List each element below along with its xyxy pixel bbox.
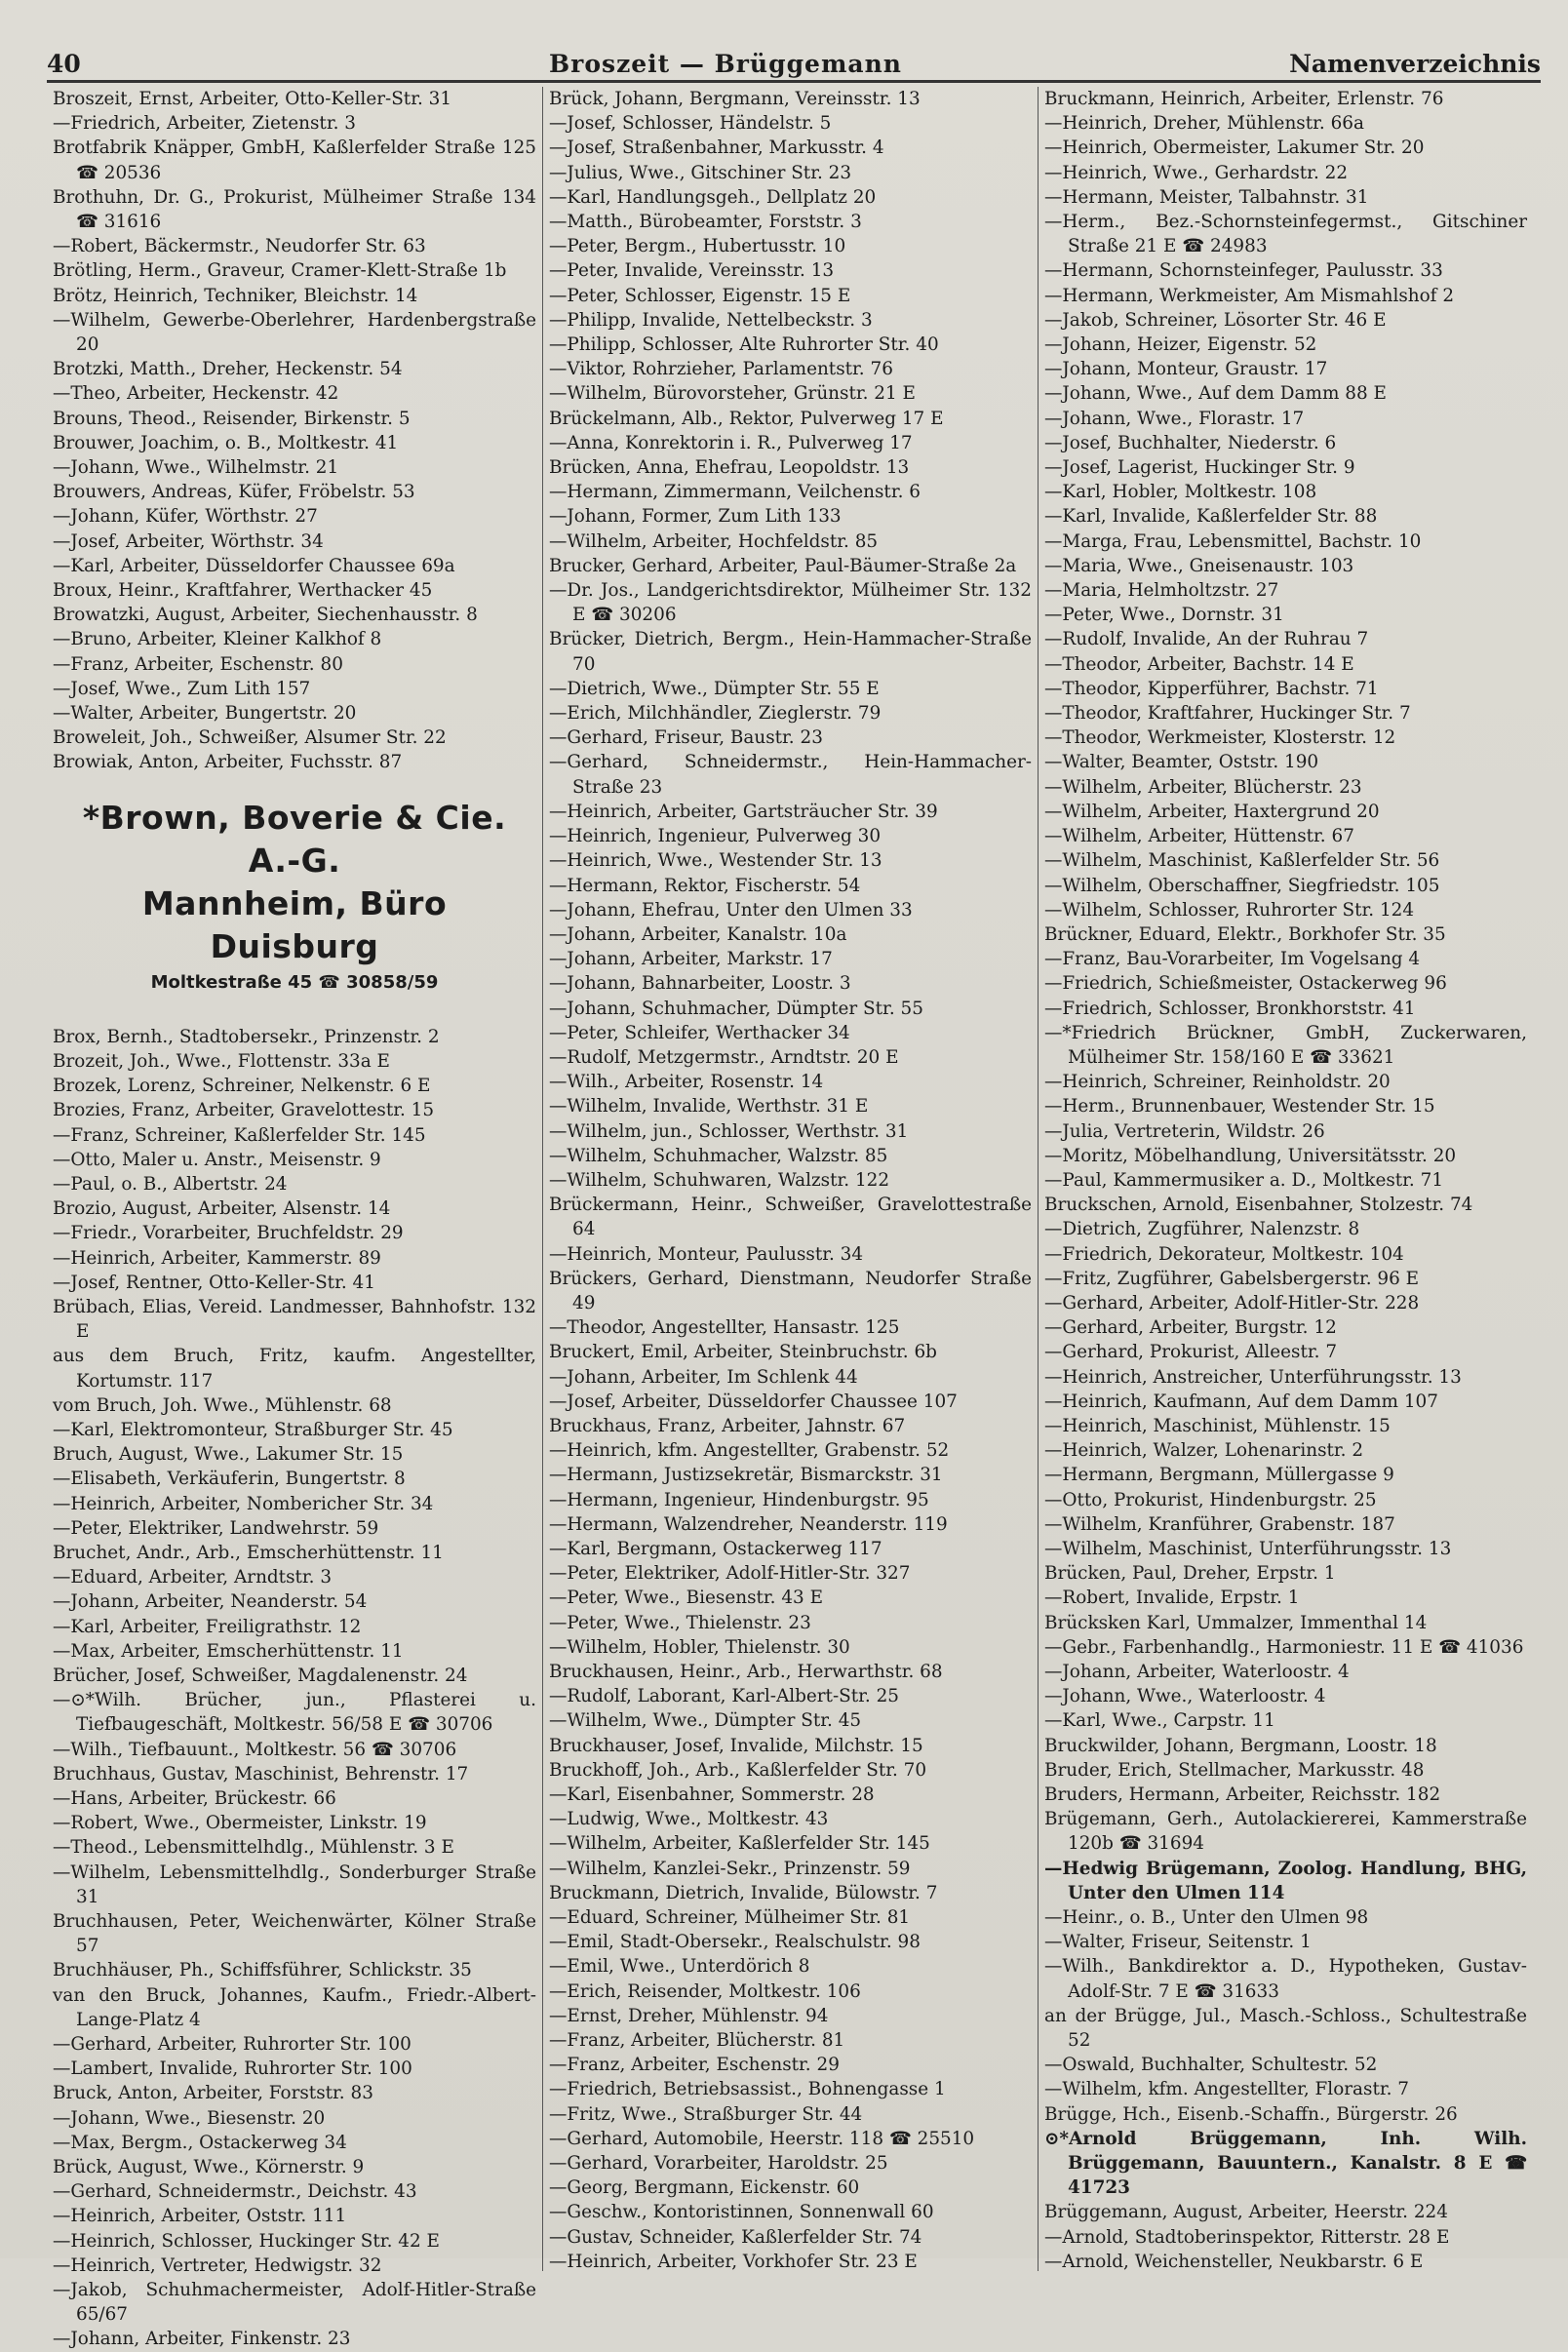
directory-entry: —Heinrich, Schlosser, Huckinger Str. 42 E xyxy=(53,2230,440,2252)
directory-entry: —Heinrich, Maschinist, Mühlenstr. 15 xyxy=(1044,1415,1391,1436)
directory-entry: Brötling, Herm., Graveur, Cramer-Klett-Straße 1b xyxy=(53,260,507,282)
directory-entry: —⊙*Wilh. Brücher, jun., Pflasterei u. Tiefbaugeschäft, Moltkestr. 56/58 E ☎ 30706 xyxy=(53,1690,536,1736)
directory-entry: —Johann, Former, Zum Lith 133 xyxy=(549,506,842,528)
page-number: 40 xyxy=(47,50,81,78)
directory-entry: —Hermann, Walzendreher, Neanderstr. 119 xyxy=(549,1513,948,1535)
directory-entry: Bruder, Erich, Stellmacher, Markusstr. 48 xyxy=(1044,1759,1425,1781)
directory-entry: —Johann, Arbeiter, Neanderstr. 54 xyxy=(53,1591,368,1613)
directory-entry: Brouns, Theod., Reisender, Birkenstr. 5 xyxy=(53,408,411,429)
directory-entry: Broszeit, Ernst, Arbeiter, Otto-Keller-Str. 31 xyxy=(53,89,452,109)
directory-entry: Bruckhauser, Josef, Invalide, Milchstr. 15 xyxy=(549,1735,923,1756)
directory-entry: Brügemann, Gerh., Autolackiererei, Kammerstraße 120b ☎ 31694 xyxy=(1044,1809,1527,1855)
directory-entry: —Erich, Milchhändler, Zieglerstr. 79 xyxy=(549,703,882,725)
directory-entry: Brozeit, Joh., Wwe., Flottenstr. 33a E xyxy=(53,1050,390,1072)
directory-entry: —Theo, Arbeiter, Heckenstr. 42 xyxy=(53,383,339,405)
directory-entry: —Walter, Friseur, Seitenstr. 1 xyxy=(1044,1932,1312,1953)
directory-entry: —Franz, Bau-Vorarbeiter, Im Vogelsang 4 xyxy=(1044,949,1421,970)
directory-entry: —Philipp, Schlosser, Alte Ruhrorter Str. 40 xyxy=(549,334,939,356)
directory-entry: Brozio, August, Arbeiter, Alsenstr. 14 xyxy=(53,1198,391,1220)
directory-entry: Bruckhausen, Heinr., Arb., Herwarthstr. 68 xyxy=(549,1662,943,1682)
directory-entry: Brötz, Heinrich, Techniker, Bleichstr. 14 xyxy=(53,285,418,306)
directory-entry: Bruckert, Emil, Arbeiter, Steinbruchstr. 6b xyxy=(549,1342,937,1363)
directory-entry: Bruchhausen, Peter, Weichenwärter, Kölner Straße 57 xyxy=(53,1911,536,1957)
directory-entry: —Gerhard, Automobile, Heerstr. 118 ☎ 25510 xyxy=(549,2128,975,2149)
page-header xyxy=(47,43,1541,83)
directory-entry: —Hermann, Bergmann, Müllergasse 9 xyxy=(1044,1465,1394,1486)
directory-entry: —Wilhelm, Arbeiter, Kaßlerfelder Str. 145 xyxy=(549,1833,930,1855)
directory-entry: —Wilhelm, Kanzlei-Sekr., Prinzenstr. 59 xyxy=(549,1858,911,1879)
directory-entry: Brücken, Paul, Dreher, Erpstr. 1 xyxy=(1044,1563,1336,1585)
directory-entry: Brück, August, Wwe., Körnerstr. 9 xyxy=(53,2157,365,2178)
directory-entry: —Wilhelm, Schuhwaren, Walzstr. 122 xyxy=(549,1169,890,1191)
directory-entry: —Johann, Wwe., Biesenstr. 20 xyxy=(53,2107,326,2129)
directory-entry: —Julia, Vertreterin, Wildstr. 26 xyxy=(1044,1120,1325,1142)
directory-entry: —Otto, Prokurist, Hindenburgstr. 25 xyxy=(1044,1489,1377,1510)
directory-entry: Brouwers, Andreas, Küfer, Fröbelstr. 53 xyxy=(53,482,415,503)
directory-entry: Broux, Heinr., Kraftfahrer, Werthacker 45 xyxy=(53,580,433,602)
directory-entry: —Josef, Rentner, Otto-Keller-Str. 41 xyxy=(53,1272,375,1293)
directory-entry: —Hermann, Ingenieur, Hindenburgstr. 95 xyxy=(549,1489,929,1510)
directory-entry: —Franz, Arbeiter, Eschenstr. 29 xyxy=(549,2055,840,2076)
directory-entry: —Wilhelm, Maschinist, Kaßlerfelder Str. 56 xyxy=(1044,850,1440,872)
directory-entry: Bruckwilder, Johann, Bergmann, Loostr. 18 xyxy=(1044,1735,1437,1756)
directory-entry: —Josef, Wwe., Zum Lith 157 xyxy=(53,678,311,699)
directory-entry: —Gustav, Schneider, Kaßlerfelder Str. 74 xyxy=(549,2226,922,2248)
directory-entry: —Wilhelm, Arbeiter, Haxtergrund 20 xyxy=(1044,801,1380,822)
directory-entry: —Heinrich, Arbeiter, Oststr. 111 xyxy=(53,2206,347,2227)
directory-entry: —Jakob, Schreiner, Lösorter Str. 46 E xyxy=(1044,309,1387,331)
directory-entry: —Josef, Lagerist, Huckinger Str. 9 xyxy=(1044,457,1355,479)
directory-entry: —Ernst, Dreher, Mühlenstr. 94 xyxy=(549,2005,829,2026)
directory-entry: —Wilhelm, Wwe., Dümpter Str. 45 xyxy=(549,1710,862,1732)
directory-entry: —Wilhelm, Oberschaffner, Siegfriedstr. 105 xyxy=(1044,875,1440,896)
directory-entry: —Karl, Hobler, Moltkestr. 108 xyxy=(1044,482,1317,503)
directory-entry: —Hermann, Rektor, Fischerstr. 54 xyxy=(549,875,861,896)
directory-entry: —Johann, Ehefrau, Unter den Ulmen 33 xyxy=(549,899,913,921)
ad-address-phone: Moltkestraße 45 ☎ 30858/59 xyxy=(150,971,439,993)
directory-entry: Bruckmann, Heinrich, Arbeiter, Erlenstr. 76 xyxy=(1044,89,1444,109)
directory-entry: —Josef, Straßenbahner, Markusstr. 4 xyxy=(549,137,884,159)
directory-entry: Brozies, Franz, Arbeiter, Gravelottestr. 15 xyxy=(53,1100,435,1121)
directory-entry: —Theodor, Angestellter, Hansastr. 125 xyxy=(549,1317,900,1339)
advertisement-brown-boverie xyxy=(53,775,536,1025)
directory-entry: —Heinrich, Schreiner, Reinholdstr. 20 xyxy=(1044,1072,1391,1093)
directory-entry: Bruchhaus, Gustav, Maschinist, Behrenstr. 17 xyxy=(53,1763,469,1784)
directory-entry: —Jakob, Schuhmachermeister, Adolf-Hitler-Straße 65/67 xyxy=(53,2280,536,2326)
directory-entry: —Wilh., Arbeiter, Rosenstr. 14 xyxy=(549,1072,824,1093)
directory-entry: —Dietrich, Zugführer, Nalenzstr. 8 xyxy=(1044,1219,1360,1240)
directory-entry: —Hedwig Brügemann, Zoolog. Handlung, BHG, Unter den Ulmen 114 xyxy=(1044,1858,1527,1903)
directory-entry: —Josef, Schlosser, Händelstr. 5 xyxy=(549,113,832,135)
directory-entry: —Theodor, Kipperführer, Bachstr. 71 xyxy=(1044,678,1379,699)
directory-entry: —Moritz, Möbelhandlung, Universitätsstr. 20 xyxy=(1044,1145,1457,1166)
directory-entry: —Franz, Schreiner, Kaßlerfelder Str. 145 xyxy=(53,1124,426,1146)
directory-entry: —Heinrich, Wwe., Gerhardstr. 22 xyxy=(1044,162,1349,183)
directory-entry: —Wilhelm, Maschinist, Unterführungsstr. 13 xyxy=(1044,1538,1452,1559)
directory-entry: —Johann, Monteur, Graustr. 17 xyxy=(1044,359,1328,380)
directory-entry: —Peter, Schleifer, Werthacker 34 xyxy=(549,1022,850,1043)
directory-entry: —Heinrich, Obermeister, Lakumer Str. 20 xyxy=(1044,137,1425,159)
directory-entry: —Maria, Wwe., Gneisenaustr. 103 xyxy=(1044,555,1354,576)
column-2 xyxy=(542,87,1038,2271)
columns xyxy=(47,87,1541,2350)
directory-entry: —Johann, Arbeiter, Waterloostr. 4 xyxy=(1044,1662,1350,1682)
directory-entry: —Johann, Wwe., Florastr. 17 xyxy=(1044,408,1305,429)
directory-entry: —Wilhelm, Schuhmacher, Walzstr. 85 xyxy=(549,1145,888,1166)
directory-entry: —Johann, Wwe., Wilhelmstr. 21 xyxy=(53,457,339,479)
directory-entry: —Arnold, Stadtoberinspektor, Ritterstr. 28 E xyxy=(1044,2226,1450,2248)
directory-entry: Brotzki, Matth., Dreher, Heckenstr. 54 xyxy=(53,359,403,380)
directory-entry: —Karl, Arbeiter, Freiligrathstr. 12 xyxy=(53,1616,362,1637)
directory-entry: —Theodor, Werkmeister, Klosterstr. 12 xyxy=(1044,727,1396,749)
directory-entry: —Wilhelm, Invalide, Werthstr. 31 E xyxy=(549,1096,869,1117)
directory-entry: —Franz, Arbeiter, Eschenstr. 80 xyxy=(53,653,343,675)
directory-entry: —Otto, Maler u. Anstr., Meisenstr. 9 xyxy=(53,1149,381,1170)
directory-entry: —Karl, Arbeiter, Düsseldorfer Chaussee 69a xyxy=(53,555,455,576)
directory-entry: —Heinrich, Wwe., Westender Str. 13 xyxy=(549,850,882,872)
directory-entry: Bruckschen, Arnold, Eisenbahner, Stolzestr. 74 xyxy=(1044,1195,1473,1216)
directory-entry: —Robert, Invalide, Erpstr. 1 xyxy=(1044,1588,1300,1609)
directory-entry: Brücken, Anna, Ehefrau, Leopoldstr. 13 xyxy=(549,457,910,479)
directory-entry: Brothuhn, Dr. G., Prokurist, Mülheimer Straße 134 ☎ 31616 xyxy=(53,186,536,233)
directory-entry: Brouwer, Joachim, o. B., Moltkestr. 41 xyxy=(53,432,399,453)
directory-entry: —Eduard, Schreiner, Mülheimer Str. 81 xyxy=(549,1907,911,1929)
directory-entry: —Karl, Invalide, Kaßlerfelder Str. 88 xyxy=(1044,506,1378,528)
directory-entry: —Johann, Arbeiter, Im Schlenk 44 xyxy=(549,1366,858,1388)
directory-entry: —Wilhelm, Arbeiter, Hüttenstr. 67 xyxy=(1044,826,1354,847)
directory-entry: —Theodor, Arbeiter, Bachstr. 14 E xyxy=(1044,653,1354,675)
directory-entry: —Gerhard, Vorarbeiter, Haroldstr. 25 xyxy=(549,2153,888,2175)
directory-entry: —Wilh., Tiefbauunt., Moltkestr. 56 ☎ 30706 xyxy=(53,1739,457,1760)
ad-company-name: *Brown, Boverie & Cie. A.-G. xyxy=(82,798,507,880)
directory-entry: —Ludwig, Wwe., Moltkestr. 43 xyxy=(549,1809,829,1830)
column-1-entries-top xyxy=(53,87,536,775)
directory-entry: —*Friedrich Brückner, GmbH, Zuckerwaren, Mülheimer Str. 158/160 E ☎ 33621 xyxy=(1044,1022,1527,1068)
directory-entry: —Karl, Handlungsgeh., Dellplatz 20 xyxy=(549,186,877,208)
directory-entry: —Franz, Arbeiter, Blücherstr. 81 xyxy=(549,2030,845,2052)
directory-entry: —Gerhard, Schneidermstr., Deichstr. 43 xyxy=(53,2181,417,2203)
directory-entry: —Rudolf, Metzgermstr., Arndtstr. 20 E xyxy=(549,1046,899,1068)
directory-entry: —Wilhelm, jun., Schlosser, Werthstr. 31 xyxy=(549,1120,909,1142)
directory-entry: —Dietrich, Wwe., Dümpter Str. 55 E xyxy=(549,678,880,699)
directory-entry: —Emil, Stadt-Obersekr., Realschulstr. 98 xyxy=(549,1932,921,1953)
directory-entry: —Marga, Frau, Lebensmittel, Bachstr. 10 xyxy=(1044,530,1422,552)
directory-entry: aus dem Bruch, Fritz, kaufm. Angestellter, Kortumstr. 117 xyxy=(53,1346,536,1392)
directory-entry: —Wilhelm, Arbeiter, Hochfeldstr. 85 xyxy=(549,530,879,552)
directory-entry: Brückelmann, Alb., Rektor, Pulverweg 17 E xyxy=(549,408,944,429)
directory-entry: —Gerhard, Arbeiter, Adolf-Hitler-Str. 228 xyxy=(1044,1292,1420,1313)
page-title: Broszeit — Brüggemann xyxy=(549,50,902,78)
directory-entry: —Julius, Wwe., Gitschiner Str. 23 xyxy=(549,162,852,183)
directory-entry: —Friedr., Vorarbeiter, Bruchfeldstr. 29 xyxy=(53,1223,404,1244)
directory-entry: —Gebr., Farbenhandlg., Harmoniestr. 11 E ☎ 41036 xyxy=(1044,1636,1524,1658)
directory-entry: —Friedrich, Betriebsassist., Bohnengasse 1 xyxy=(549,2079,946,2100)
ad-location: Mannheim, Büro Duisburg xyxy=(141,883,448,965)
directory-entry: —Heinrich, Arbeiter, Vorkhofer Str. 23 E xyxy=(549,2251,918,2272)
directory-entry: Bruchhäuser, Ph., Schiffsführer, Schlickstr. 35 xyxy=(53,1960,472,1981)
directory-entry: —Heinr., o. B., Unter den Ulmen 98 xyxy=(1044,1907,1369,1929)
directory-entry: —Eduard, Arbeiter, Arndtstr. 3 xyxy=(53,1567,333,1588)
directory-entry: —Peter, Wwe., Biesenstr. 43 E xyxy=(549,1588,824,1609)
directory-entry: —Heinrich, Walzer, Lohenarinstr. 2 xyxy=(1044,1440,1364,1462)
directory-entry: —Johann, Arbeiter, Markstr. 17 xyxy=(549,949,833,970)
directory-entry: van den Bruck, Johannes, Kaufm., Friedr.-Albert-Lange-Platz 4 xyxy=(53,1984,536,2030)
directory-entry: —Erich, Reisender, Moltkestr. 106 xyxy=(549,1980,861,2002)
directory-entry: —Wilhelm, Schlosser, Ruhrorter Str. 124 xyxy=(1044,899,1415,921)
directory-entry: —Karl, Wwe., Carpstr. 11 xyxy=(1044,1710,1275,1732)
directory-entry: Browatzki, August, Arbeiter, Siechenhausstr. 8 xyxy=(53,605,478,626)
directory-entry: —Johann, Wwe., Auf dem Damm 88 E xyxy=(1044,383,1387,405)
directory-entry: Brotfabrik Knäpper, GmbH, Kaßlerfelder Straße 125 ☎ 20536 xyxy=(53,137,536,183)
directory-entry: —Viktor, Rohrzieher, Parlamentstr. 76 xyxy=(549,359,893,380)
directory-entry: —Georg, Bergmann, Eickenstr. 60 xyxy=(549,2177,860,2199)
directory-entry: Bruch, August, Wwe., Lakumer Str. 15 xyxy=(53,1444,404,1466)
directory-entry: —Peter, Invalide, Vereinsstr. 13 xyxy=(549,260,835,282)
directory-entry: Bruders, Hermann, Arbeiter, Reichsstr. 182 xyxy=(1044,1784,1441,1806)
directory-entry: Brücksken Karl, Ummalzer, Immenthal 14 xyxy=(1044,1612,1428,1633)
directory-entry: —Herm., Bez.-Schornsteinfegermst., Gitschiner Straße 21 E ☎ 24983 xyxy=(1044,212,1527,257)
directory-entry: —Wilhelm, Gewerbe-Oberlehrer, Hardenbergstraße 20 xyxy=(53,309,536,356)
directory-entry: Brübach, Elias, Vereid. Landmesser, Bahnhofstr. 132 E xyxy=(53,1296,536,1343)
directory-entry: —Johann, Bahnarbeiter, Loostr. 3 xyxy=(549,973,851,995)
column-1-entries-bottom xyxy=(53,1025,536,2352)
directory-entry: Bruckhaus, Franz, Arbeiter, Jahnstr. 67 xyxy=(549,1415,906,1436)
directory-entry: —Gerhard, Prokurist, Alleestr. 7 xyxy=(1044,1342,1338,1363)
column-1 xyxy=(47,87,542,2350)
directory-entry: Broweleit, Joh., Schweißer, Alsumer Str. 22 xyxy=(53,727,447,749)
directory-entry: —Peter, Wwe., Dornstr. 31 xyxy=(1044,605,1284,626)
directory-entry: —Walter, Arbeiter, Bungertstr. 20 xyxy=(53,703,357,725)
directory-entry: —Dr. Jos., Landgerichtsdirektor, Mülheimer Str. 132 E ☎ 30206 xyxy=(549,580,1032,626)
directory-entry: —Matth., Bürobeamter, Forststr. 3 xyxy=(549,212,862,233)
directory-entry: —Theodor, Kraftfahrer, Huckinger Str. 7 xyxy=(1044,703,1411,725)
directory-entry: —Wilh., Bankdirektor a. D., Hypotheken, Gustav-Adolf-Str. 7 E ☎ 31633 xyxy=(1044,1956,1527,2002)
directory-entry: Brozek, Lorenz, Schreiner, Nelkenstr. 6 E xyxy=(53,1076,431,1097)
directory-entry: —Lambert, Invalide, Ruhrorter Str. 100 xyxy=(53,2058,412,2080)
directory-entry: —Emil, Wwe., Unterdörich 8 xyxy=(549,1956,810,1978)
directory-entry: —Friedrich, Dekorateur, Moltkestr. 104 xyxy=(1044,1243,1404,1265)
directory-entry: —Heinrich, Arbeiter, Nombericher Str. 34 xyxy=(53,1493,434,1514)
directory-entry: —Heinrich, Kaufmann, Auf dem Damm 107 xyxy=(1044,1391,1438,1412)
directory-entry: —Oswald, Buchhalter, Schultestr. 52 xyxy=(1044,2055,1378,2076)
directory-entry: —Johann, Arbeiter, Kanalstr. 10a xyxy=(549,923,847,945)
directory-entry: —Arnold, Weichensteller, Neukbarstr. 6 E xyxy=(1044,2251,1424,2272)
directory-entry: —Wilhelm, Hobler, Thielenstr. 30 xyxy=(549,1636,850,1658)
directory-entry: —Anna, Konrektorin i. R., Pulverweg 17 xyxy=(549,432,913,453)
directory-entry: ⊙*Arnold Brüggemann, Inh. Wilh. Brüggemann, Bauuntern., Kanalstr. 8 E ☎ 41723 xyxy=(1044,2128,1527,2199)
directory-entry: —Hermann, Werkmeister, Am Mismahlshof 2 xyxy=(1044,285,1455,306)
directory-entry: Bruck, Anton, Arbeiter, Forststr. 83 xyxy=(53,2083,373,2104)
directory-entry: —Herm., Brunnenbauer, Westender Str. 15 xyxy=(1044,1096,1435,1117)
directory-entry: Brücker, Dietrich, Bergm., Hein-Hammacher-Straße 70 xyxy=(549,629,1032,675)
directory-entry: —Max, Bergm., Ostackerweg 34 xyxy=(53,2132,347,2153)
directory-entry: Bruckhoff, Joh., Arb., Kaßlerfelder Str. 70 xyxy=(549,1759,927,1781)
directory-entry: —Robert, Bäckermstr., Neudorfer Str. 63 xyxy=(53,236,426,257)
directory-entry: —Heinrich, Vertreter, Hedwigstr. 32 xyxy=(53,2254,382,2276)
directory-entry: —Karl, Elektromonteur, Straßburger Str. 45 xyxy=(53,1419,453,1440)
directory-entry: Brucker, Gerhard, Arbeiter, Paul-Bäumer-Straße 2a xyxy=(549,555,1017,576)
directory-entry: —Gerhard, Arbeiter, Burgstr. 12 xyxy=(1044,1317,1337,1339)
directory-entry: —Heinrich, Anstreicher, Unterführungsstr. 13 xyxy=(1044,1366,1462,1388)
directory-entry: —Hans, Arbeiter, Brückestr. 66 xyxy=(53,1787,336,1809)
directory-entry: Brückner, Eduard, Elektr., Borkhofer Str. 35 xyxy=(1044,923,1446,945)
directory-entry: —Hermann, Schornsteinfeger, Paulusstr. 33 xyxy=(1044,260,1443,282)
directory-entry: —Hermann, Meister, Talbahnstr. 31 xyxy=(1044,186,1369,208)
directory-entry: —Johann, Arbeiter, Finkenstr. 23 xyxy=(53,2329,351,2350)
directory-entry: Brüggemann, August, Arbeiter, Heerstr. 224 xyxy=(1044,2202,1448,2223)
directory-entry: —Heinrich, Ingenieur, Pulverweg 30 xyxy=(549,826,882,847)
directory-entry: —Josef, Arbeiter, Düsseldorfer Chaussee 107 xyxy=(549,1391,958,1412)
directory-entry: —Bruno, Arbeiter, Kleiner Kalkhof 8 xyxy=(53,629,382,650)
directory-entry: —Heinrich, Monteur, Paulusstr. 34 xyxy=(549,1243,864,1265)
directory-entry: —Wilhelm, Arbeiter, Blücherstr. 23 xyxy=(1044,776,1362,798)
directory-entry: —Peter, Elektriker, Adolf-Hitler-Str. 327 xyxy=(549,1563,911,1585)
directory-entry: —Karl, Bergmann, Ostackerweg 117 xyxy=(549,1538,882,1559)
directory-entry: Brückers, Gerhard, Dienstmann, Neudorfer Straße 49 xyxy=(549,1268,1032,1313)
directory-entry: —Geschw., Kontoristinnen, Sonnenwall 60 xyxy=(549,2202,934,2223)
directory-entry: —Wilhelm, Lebensmittelhdlg., Sonderburger Straße 31 xyxy=(53,1862,536,1907)
directory-entry: —Peter, Bergm., Hubertusstr. 10 xyxy=(549,236,846,257)
directory-entry: —Walter, Beamter, Oststr. 190 xyxy=(1044,752,1319,773)
directory-entry: —Johann, Wwe., Waterloostr. 4 xyxy=(1044,1686,1326,1707)
directory-entry: —Peter, Elektriker, Landwehrstr. 59 xyxy=(53,1517,379,1539)
directory-entry: —Friedrich, Schießmeister, Ostackerweg 96 xyxy=(1044,973,1447,995)
directory-entry: —Johann, Schuhmacher, Dümpter Str. 55 xyxy=(549,998,923,1019)
directory-entry: Brücher, Josef, Schweißer, Magdalenenstr. 24 xyxy=(53,1665,468,1686)
directory-entry: —Fritz, Zugführer, Gabelsbergerstr. 96 E xyxy=(1044,1268,1420,1289)
directory-entry: —Gerhard, Friseur, Baustr. 23 xyxy=(549,727,823,749)
directory-entry: —Rudolf, Laborant, Karl-Albert-Str. 25 xyxy=(549,1686,900,1707)
directory-entry: —Paul, Kammermusiker a. D., Moltkestr. 71 xyxy=(1044,1169,1444,1191)
directory-entry: —Heinrich, Arbeiter, Gartsträucher Str. 39 xyxy=(549,801,938,822)
directory-entry: —Fritz, Wwe., Straßburger Str. 44 xyxy=(549,2103,863,2125)
directory-entry: —Elisabeth, Verkäuferin, Bungertstr. 8 xyxy=(53,1469,406,1490)
directory-entry: —Wilhelm, kfm. Angestellter, Florastr. 7 xyxy=(1044,2079,1410,2100)
directory-entry: an der Brügge, Jul., Masch.-Schloss., Schultestraße 52 xyxy=(1044,2005,1527,2052)
directory-entry: —Friedrich, Schlosser, Bronkhorststr. 41 xyxy=(1044,998,1416,1019)
directory-entry: —Gerhard, Arbeiter, Ruhrorter Str. 100 xyxy=(53,2034,412,2056)
directory-entry: —Karl, Eisenbahner, Sommerstr. 28 xyxy=(549,1784,875,1806)
directory-entry: —Heinrich, kfm. Angestellter, Grabenstr. 52 xyxy=(549,1440,950,1462)
directory-entry: Browiak, Anton, Arbeiter, Fuchsstr. 87 xyxy=(53,752,403,773)
directory-entry: —Maria, Helmholtzstr. 27 xyxy=(1044,580,1279,602)
directory-entry: —Heinrich, Dreher, Mühlenstr. 66a xyxy=(1044,113,1364,135)
directory-entry: —Paul, o. B., Albertstr. 24 xyxy=(53,1173,288,1195)
directory-entry: —Heinrich, Arbeiter, Kammerstr. 89 xyxy=(53,1247,381,1269)
directory-entry: —Robert, Wwe., Obermeister, Linkstr. 19 xyxy=(53,1813,427,1834)
directory-entry: —Johann, Küfer, Wörthstr. 27 xyxy=(53,506,318,528)
directory-entry: —Peter, Wwe., Thielenstr. 23 xyxy=(549,1612,811,1633)
directory-entry: Bruchet, Andr., Arb., Emscherhüttenstr. 11 xyxy=(53,1542,444,1563)
directory-entry: Brückermann, Heinr., Schweißer, Gravelottestraße 64 xyxy=(549,1195,1032,1240)
directory-entry: —Hermann, Zimmermann, Veilchenstr. 6 xyxy=(549,482,921,503)
directory-entry: —Josef, Arbeiter, Wörthstr. 34 xyxy=(53,530,324,552)
column-3 xyxy=(1038,87,1533,2271)
directory-entry: —Peter, Schlosser, Eigenstr. 15 E xyxy=(549,285,851,306)
directory-entry: —Theod., Lebensmittelhdlg., Mühlenstr. 3 E xyxy=(53,1837,454,1859)
section-title: Namenverzeichnis xyxy=(1289,50,1541,78)
directory-entry: Brox, Bernh., Stadtobersekr., Prinzenstr. 2 xyxy=(53,1026,440,1047)
directory-entry: —Philipp, Invalide, Nettelbeckstr. 3 xyxy=(549,309,873,331)
directory-entry: —Gerhard, Schneidermstr., Hein-Hammacher-Straße 23 xyxy=(549,752,1032,798)
directory-entry: —Josef, Buchhalter, Niederstr. 6 xyxy=(1044,432,1337,453)
directory-entry: —Friedrich, Arbeiter, Zietenstr. 3 xyxy=(53,113,356,135)
directory-entry: Bruckmann, Dietrich, Invalide, Bülowstr. 7 xyxy=(549,1882,938,1903)
directory-entry: —Wilhelm, Bürovorsteher, Grünstr. 21 E xyxy=(549,383,916,405)
directory-entry: —Rudolf, Invalide, An der Ruhrau 7 xyxy=(1044,629,1369,650)
directory-entry: —Wilhelm, Kranführer, Grabenstr. 187 xyxy=(1044,1513,1395,1535)
directory-entry: Brück, Johann, Bergmann, Vereinsstr. 13 xyxy=(549,89,921,109)
directory-entry: —Hermann, Justizsekretär, Bismarckstr. 31 xyxy=(549,1465,943,1486)
directory-entry: —Johann, Heizer, Eigenstr. 52 xyxy=(1044,334,1317,356)
directory-entry: —Max, Arbeiter, Emscherhüttenstr. 11 xyxy=(53,1640,404,1662)
directory-entry: vom Bruch, Joh. Wwe., Mühlenstr. 68 xyxy=(53,1394,392,1416)
directory-entry: Brügge, Hch., Eisenb.-Schaffn., Bürgerstr. 26 xyxy=(1044,2103,1458,2125)
